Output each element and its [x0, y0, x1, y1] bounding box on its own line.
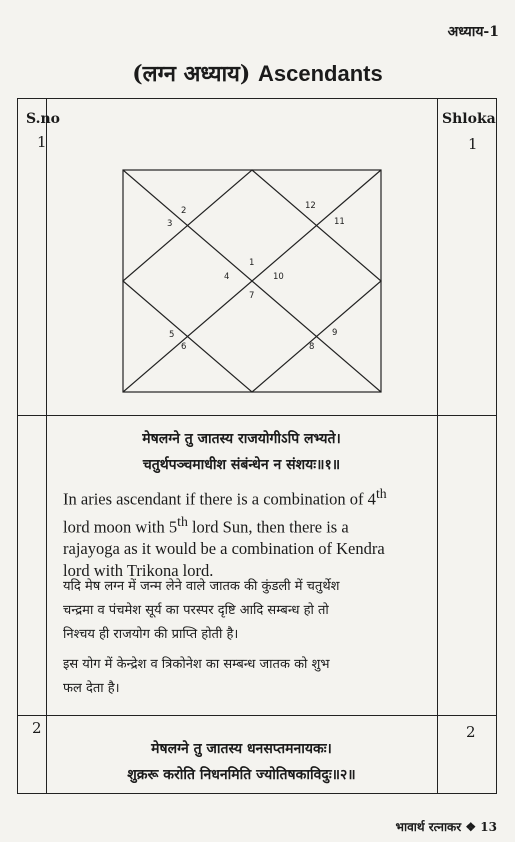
shloka-1-line-1: मेषलग्ने तु जातस्य राजयोगीऽपि लभ्यते।	[142, 431, 341, 447]
english-1-line-3: rajayoga as it would be a combination of Kendra	[63, 539, 385, 558]
birth-chart	[122, 169, 382, 393]
col-header-sno: S.no	[26, 111, 61, 127]
chart-house-4: 4	[224, 272, 230, 282]
hindi-1-line-1: यदि मेष लग्न में जन्म लेने वाले जातक की कुंडली में चतुर्थेश	[63, 579, 340, 594]
chart-house-11: 11	[334, 217, 345, 227]
english-1-text-a: In aries ascendant if there is a combination of 4	[63, 489, 376, 509]
english-1-sup-b: th	[177, 513, 188, 529]
hindi-1-line-3: निश्चय ही राजयोग की प्राप्ति होती है।	[63, 627, 239, 642]
shloka-2-line-2: शुक्ररू करोति निधनमिति ज्योतिषकाविदुः॥२॥	[127, 767, 356, 783]
shloka-table	[17, 98, 497, 794]
page-title	[0, 58, 515, 88]
chart-house-7: 7	[249, 291, 255, 301]
english-1-line-4: lord with Trikona lord.	[63, 561, 214, 580]
chart-house-12: 12	[305, 201, 316, 211]
row-2-sno: 2	[32, 719, 42, 737]
chart-house-6: 6	[181, 342, 187, 352]
chart-house-5: 5	[169, 330, 175, 340]
shloka-2-line-1: मेषलग्ने तु जातस्य धनसप्तमनायकः।	[151, 741, 332, 757]
chart-house-10: 10	[273, 272, 284, 282]
chart-house-9: 9	[332, 328, 338, 338]
row-divider-chart	[18, 415, 496, 416]
hindi-1-line-4: इस योग में केन्द्रेश व त्रिकोनेश का सम्बन्ध जातक को शुभ	[63, 657, 330, 672]
english-1-text-b: lord moon with 5	[63, 517, 178, 536]
row-1-shloka-no: 1	[468, 135, 478, 153]
hindi-explanation-1	[63, 575, 435, 701]
chart-house-1: 1	[249, 258, 255, 268]
page-footer: भावार्थ रत्नाकर ❖ 13	[395, 820, 497, 834]
hindi-1-line-2: चन्द्रमा व पंचमेश सूर्य का परस्पर दृष्टि आदि सम्बन्ध हो तो	[63, 603, 329, 618]
chart-house-3: 3	[167, 219, 173, 229]
page-title-hindi: (लग्न अध्याय)	[132, 61, 251, 87]
column-divider-right	[437, 99, 438, 793]
hindi-1-line-5: फल देता है।	[63, 681, 120, 696]
english-1-sup-a: th	[375, 486, 387, 501]
chart-house-2: 2	[181, 206, 187, 216]
shloka-1-line-2: चतुर्थपञ्चमाधीश संबंन्धेन न संशयः॥१॥	[142, 457, 341, 473]
row-divider-shloka-2	[18, 715, 496, 716]
page-title-english: Ascendants	[258, 61, 383, 86]
english-1-text-c: lord Sun, then there is a	[187, 517, 349, 536]
col-header-shloka: Shloka	[442, 111, 496, 127]
row-2-shloka-no: 2	[466, 723, 476, 741]
chart-house-8: 8	[309, 342, 315, 352]
row-1-sno: 1	[37, 133, 47, 151]
english-explanation-1	[63, 483, 433, 582]
chapter-label: अध्याय-1	[447, 24, 499, 40]
